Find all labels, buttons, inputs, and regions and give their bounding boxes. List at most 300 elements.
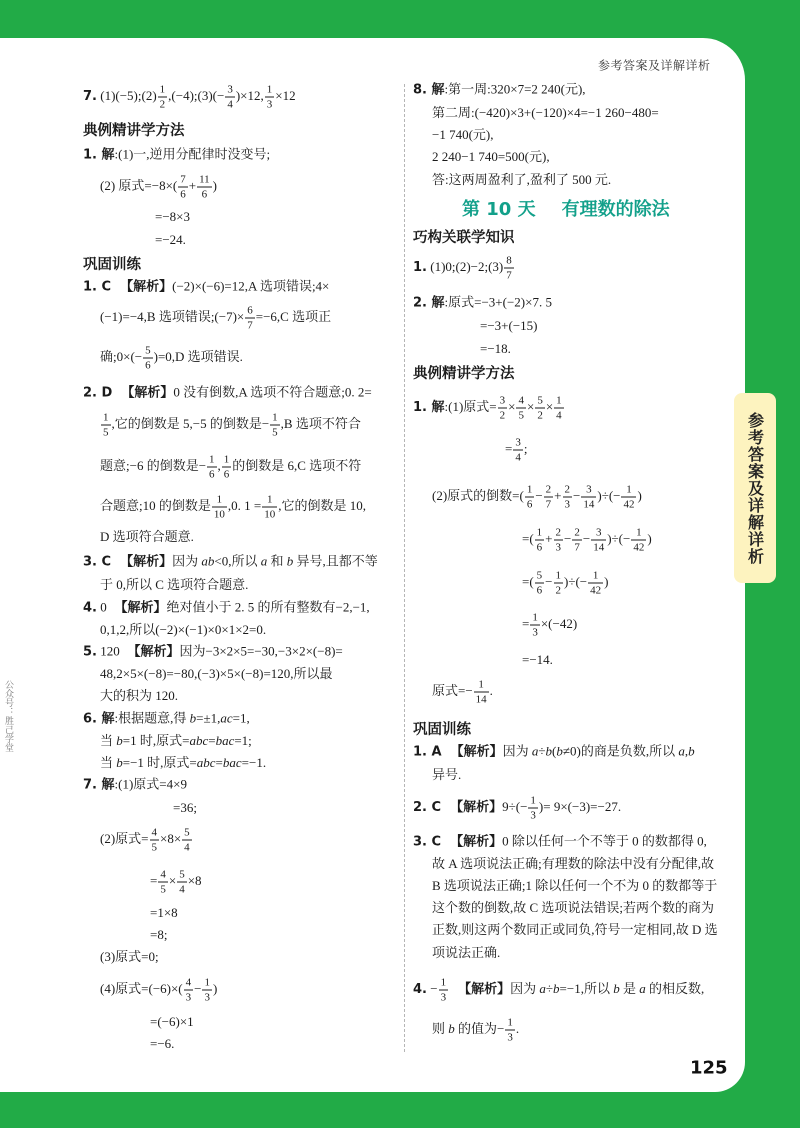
- bold-label: 4.: [83, 600, 97, 616]
- answer-line: [413, 255, 515, 282]
- text-run: 因为: [172, 553, 202, 569]
- math-variable: a: [531, 743, 539, 759]
- fraction: [591, 527, 606, 554]
- answer-line: [432, 1017, 519, 1044]
- fraction: [498, 395, 508, 422]
- fraction-numerator: 2: [545, 483, 552, 496]
- text-run: .: [489, 682, 493, 698]
- text-run: 48,2×5×(−8)=−80,(−3)×5×(−8)=120,所以最: [100, 666, 333, 681]
- text-run: ×: [508, 398, 516, 414]
- fraction-denominator: 42: [623, 498, 635, 511]
- text-run: 120: [96, 643, 123, 659]
- text-run: 0 除以任何一个不等于 0 的数都得 0,: [502, 833, 707, 849]
- fraction-numerator: 2: [555, 526, 562, 539]
- text-run: (−2)×(−6)=12,A 选项错误;4×: [172, 278, 330, 294]
- fraction-numerator: 1: [272, 411, 278, 424]
- math-variable: b: [116, 733, 123, 748]
- text-run: )= 9×(−3)=−27.: [538, 798, 622, 814]
- text-run: ÷: [538, 743, 546, 759]
- text-run: 2 240−1 740=500(元),: [432, 149, 550, 164]
- fraction: [535, 395, 545, 422]
- fraction-numerator: 8: [506, 254, 512, 267]
- bold-label: 解: [96, 777, 115, 793]
- text-run: D 选项符合题意.: [100, 529, 194, 544]
- bold-label: C: [426, 799, 442, 815]
- math-variable: a: [639, 980, 646, 996]
- fraction: [563, 484, 573, 511]
- text-run: =−14.: [522, 652, 553, 667]
- fraction-denominator: 4: [556, 409, 562, 422]
- text-run: ): [647, 530, 652, 546]
- text-run: =1,: [232, 710, 250, 726]
- fraction: [525, 484, 535, 511]
- text-run: −: [535, 487, 543, 503]
- text-run: )=0,D 选项错误.: [153, 348, 243, 364]
- fraction-numerator: 1: [474, 679, 489, 693]
- fraction-numerator: 1: [103, 411, 109, 424]
- math-variable: a: [539, 980, 546, 996]
- fraction-denominator: 14: [583, 498, 595, 511]
- text-run: 因为: [502, 743, 532, 759]
- answer-line: [413, 795, 621, 822]
- lesson-title: [462, 195, 670, 221]
- fraction-numerator: 4: [185, 976, 192, 989]
- text-run: 题意;−6 的倒数是−: [100, 457, 207, 473]
- math-variable: ac: [220, 710, 233, 726]
- bold-label: 解: [426, 82, 445, 98]
- fraction-numerator: 5: [179, 868, 185, 881]
- answer-line: [432, 877, 717, 895]
- text-run: −1 740(元),: [432, 127, 494, 142]
- text-run: ×8×: [160, 830, 182, 846]
- text-run: ,0. 1 =: [227, 497, 262, 513]
- answer-line: [413, 743, 695, 762]
- watermark: 公众号：胜己学堂: [3, 680, 13, 752]
- fraction-denominator: 3: [185, 991, 192, 1004]
- text-run: (2)原式=: [100, 830, 149, 846]
- text-run: )÷(−: [564, 573, 588, 589]
- bold-label: 2.: [413, 799, 427, 815]
- fraction-numerator: 6: [247, 304, 253, 317]
- text-run: =: [215, 755, 223, 770]
- answer-line: [432, 679, 493, 706]
- text-run: 0: [96, 599, 110, 615]
- fraction-numerator: 3: [581, 484, 596, 498]
- text-run: ≠0)的商是负数,所以: [562, 743, 679, 759]
- fraction-denominator: 4: [515, 451, 521, 464]
- text-run: (4)原式=(−6)×(: [100, 980, 183, 996]
- math-variable: abc: [189, 733, 209, 748]
- text-run: 0 没有倒数,A 选项不符合题意;0. 2=: [173, 384, 372, 400]
- bold-label: 【解析】: [441, 799, 503, 815]
- fraction-denominator: 7: [574, 541, 580, 554]
- fraction-numerator: 3: [515, 436, 521, 449]
- fraction: [528, 795, 538, 822]
- answer-line: [480, 317, 537, 335]
- fraction-numerator: 1: [530, 794, 536, 807]
- bold-label: 7.: [83, 88, 97, 104]
- fraction-numerator: 4: [151, 826, 157, 839]
- bold-label: 【解析】: [112, 385, 174, 401]
- fraction: [474, 679, 489, 706]
- fraction-numerator: 3: [227, 83, 233, 96]
- fraction: [554, 395, 564, 422]
- answer-line: [432, 766, 461, 784]
- text-run: =−8×3: [155, 209, 190, 224]
- fraction-denominator: 6: [536, 541, 543, 554]
- side-tab[interactable]: [734, 393, 776, 583]
- text-run: ×: [168, 872, 177, 888]
- text-run: 的倒数是 6,C 选项不符: [232, 457, 362, 473]
- fraction-denominator: 3: [204, 991, 210, 1004]
- fraction: [513, 437, 523, 464]
- fraction-numerator: 1: [440, 976, 447, 989]
- text-run: (3)原式=0;: [100, 949, 159, 964]
- text-run: −: [426, 980, 438, 996]
- fraction-numerator: 1: [507, 1016, 513, 1029]
- fraction-denominator: 5: [103, 426, 109, 439]
- text-run: ): [212, 177, 218, 193]
- heading-text: 典例精讲学方法: [83, 123, 185, 139]
- fraction-numerator: 1: [631, 527, 646, 541]
- math-variable: bac: [222, 755, 242, 770]
- text-run: (: [552, 743, 557, 759]
- answer-line: [432, 104, 659, 122]
- fraction-numerator: 1: [223, 453, 230, 466]
- bold-label: 1.: [83, 147, 97, 163]
- bold-label: 解: [426, 399, 445, 415]
- text-run: +: [545, 530, 553, 546]
- math-variable: b: [688, 743, 695, 759]
- math-variable: b: [556, 743, 563, 759]
- text-run: :根据题意,得: [114, 710, 190, 726]
- text-run: =36;: [173, 800, 197, 815]
- answer-line: [432, 921, 718, 939]
- text-run: 和: [267, 553, 287, 569]
- answer-line: [522, 527, 652, 554]
- side-tab-label: 参考答案及详解详析: [745, 411, 765, 565]
- bold-label: 1.: [413, 399, 427, 415]
- text-run: :(1)原式=4×9: [114, 776, 187, 792]
- fraction: [535, 570, 545, 597]
- text-run: 0,1,2,所以(−2)×(−1)×0×1×2=0.: [100, 622, 267, 637]
- text-run: :(1)原式=: [444, 398, 497, 414]
- fraction: [516, 395, 526, 422]
- text-run: (1)(−5);(2): [96, 87, 157, 103]
- text-run: (2)原式的倒数=(: [432, 487, 524, 503]
- answer-line: [505, 437, 527, 464]
- fraction-denominator: 42: [633, 541, 645, 554]
- fraction-denominator: 6: [209, 468, 215, 481]
- running-header: 参考答案及详解详析: [598, 58, 711, 73]
- fraction-numerator: 5: [184, 826, 190, 839]
- text-run: .: [515, 1020, 520, 1036]
- bold-label: 2.: [83, 385, 97, 401]
- fraction-numerator: 5: [145, 344, 151, 357]
- fraction-denominator: 3: [507, 1031, 513, 1044]
- text-run: =1×8: [150, 905, 178, 920]
- fraction-denominator: 6: [201, 188, 208, 201]
- heading-text: 巩固训练: [83, 257, 141, 273]
- bold-label: C: [426, 834, 442, 850]
- text-run: <0,所以: [214, 553, 261, 569]
- text-run: −: [194, 980, 202, 996]
- bold-label: 2.: [413, 295, 427, 311]
- bold-label: 1.: [83, 279, 97, 295]
- text-run: =(−6)×1: [150, 1014, 194, 1029]
- fraction: [504, 255, 514, 282]
- math-variable: b: [116, 755, 123, 770]
- fraction-denominator: 6: [145, 359, 151, 372]
- fraction-numerator: 1: [588, 570, 603, 584]
- answer-line: [413, 81, 586, 100]
- fraction-denominator: 3: [555, 541, 562, 554]
- bold-label: 【解析】: [122, 644, 180, 660]
- text-run: 因为−3×2×5=−30,−3×2×(−8)=: [179, 643, 343, 659]
- text-run: B 选项说法正确;1 除以任何一个不为 0 的数都等于: [432, 878, 718, 893]
- text-run: 故 A 选项说法正确;有理数的除法中没有分配律,故: [432, 856, 715, 871]
- fraction-numerator: 1: [526, 483, 533, 496]
- text-run: 的值为−: [454, 1020, 505, 1036]
- bold-label: 6.: [83, 711, 97, 727]
- text-run: 则: [432, 1020, 449, 1036]
- fraction-numerator: 3: [499, 394, 506, 407]
- bold-label: 解: [96, 711, 115, 727]
- text-run: )÷(−: [607, 530, 631, 546]
- fraction-numerator: 5: [536, 569, 543, 582]
- bold-label: C: [96, 279, 112, 295]
- fraction-denominator: 4: [227, 98, 233, 111]
- answer-line: [432, 855, 714, 873]
- fraction: [505, 1017, 515, 1044]
- answer-line: [432, 944, 500, 962]
- fraction: [572, 527, 582, 554]
- fraction-numerator: 3: [591, 527, 606, 541]
- text-run: 原式=−: [432, 682, 473, 698]
- text-run: 第二周:(−420)×3+(−120)×4=−1 260−480=: [432, 105, 659, 120]
- fraction-numerator: 1: [212, 494, 227, 508]
- fraction-denominator: 5: [272, 426, 278, 439]
- bold-label: 【解析】: [449, 981, 511, 997]
- fraction-numerator: 1: [209, 453, 215, 466]
- math-variable: a: [678, 743, 685, 759]
- text-run: 9÷(−: [502, 798, 528, 814]
- section-heading: [413, 365, 515, 383]
- fraction: [439, 977, 449, 1004]
- bold-label: 【解析】: [109, 600, 167, 616]
- fraction-denominator: 3: [530, 809, 536, 822]
- text-run: ,它的倒数是 5,−5 的倒数是−: [111, 415, 270, 431]
- bold-label: D: [96, 385, 113, 401]
- fraction: [588, 570, 603, 597]
- text-run: ,B 选项不符合: [280, 415, 361, 431]
- fraction-numerator: 5: [537, 394, 543, 407]
- fraction-denominator: 3: [266, 98, 273, 111]
- text-run: =−1,所以: [559, 980, 614, 996]
- fraction-numerator: 1: [262, 494, 277, 508]
- text-run: 合题意;10 的倒数是: [100, 497, 211, 513]
- fraction-denominator: 7: [506, 269, 512, 282]
- math-variable: b: [545, 743, 553, 759]
- fraction-numerator: 1: [536, 526, 543, 539]
- text-run: 项说法正确.: [432, 945, 501, 960]
- text-run: 当: [100, 755, 117, 770]
- fraction-denominator: 6: [536, 584, 543, 597]
- text-run: ×12: [275, 87, 296, 103]
- math-variable: b: [189, 710, 197, 726]
- text-run: ,它的倒数是 10,: [278, 497, 366, 513]
- answer-line: [480, 340, 511, 358]
- bold-label: 【解析】: [441, 834, 503, 850]
- fraction-denominator: 4: [179, 883, 185, 896]
- fraction-numerator: 1: [204, 976, 210, 989]
- text-run: ): [212, 980, 218, 996]
- text-run: )×12,: [235, 87, 264, 103]
- text-run: (2) 原式=−8×(: [100, 177, 178, 193]
- fraction: [554, 570, 564, 597]
- heading-text: 巧构关联学知识: [413, 230, 515, 246]
- answer-line: [522, 612, 577, 639]
- text-run: ,: [217, 457, 221, 473]
- heading-text: 巩固训练: [413, 722, 471, 738]
- text-run: 是: [619, 980, 640, 996]
- fraction-denominator: 6: [526, 498, 533, 511]
- fraction-denominator: 3: [564, 498, 571, 511]
- fraction-numerator: 2: [574, 526, 580, 539]
- fraction-denominator: 7: [247, 319, 253, 332]
- fraction-numerator: 1: [555, 569, 562, 582]
- text-run: ×: [526, 398, 535, 414]
- fraction-denominator: 2: [159, 98, 166, 111]
- bold-label: 1.: [413, 744, 427, 760]
- text-run: =−6.: [150, 1036, 175, 1051]
- fraction-denominator: 5: [518, 409, 524, 422]
- text-run: 正数,则这两个数同正或同负,符号一定相同,故 D 选: [432, 922, 718, 937]
- text-run: 异号.: [432, 767, 462, 782]
- math-variable: b: [448, 1020, 455, 1036]
- text-run: =(: [522, 573, 534, 589]
- text-run: (1)0;(2)−2;(3): [426, 258, 504, 274]
- fraction-numerator: 11: [199, 173, 210, 186]
- fraction-numerator: 2: [564, 483, 571, 496]
- fraction: [530, 612, 540, 639]
- text-run: +: [188, 177, 197, 193]
- bold-label: 7.: [83, 777, 97, 793]
- text-run: =−3+(−15): [480, 318, 538, 333]
- text-run: ): [637, 487, 642, 503]
- text-run: 于 0,所以 C 选项符合题意.: [100, 577, 249, 592]
- text-run: ×8: [187, 872, 202, 888]
- math-variable: abc: [196, 755, 216, 770]
- text-run: =(: [522, 530, 534, 546]
- text-run: 绝对值小于 2. 5 的所有整数有−2,−1,: [166, 599, 370, 615]
- fraction-numerator: 7: [180, 173, 186, 186]
- text-run: =±1,: [196, 710, 221, 726]
- text-run: =: [522, 615, 530, 631]
- bold-label: 3.: [83, 554, 97, 570]
- text-run: )÷(−: [597, 487, 621, 503]
- text-run: ×(−42): [540, 615, 578, 631]
- fraction: [535, 527, 545, 554]
- bold-label: 1.: [413, 259, 427, 275]
- text-run: =: [208, 733, 216, 748]
- answer-line: [432, 126, 494, 144]
- math-variable: bac: [215, 733, 235, 748]
- text-run: ÷: [545, 980, 554, 996]
- text-run: 大的积为 120.: [100, 688, 179, 703]
- answer-line: [413, 833, 707, 852]
- text-run: =1;: [234, 733, 252, 748]
- answer-line: [522, 570, 608, 597]
- lesson-day: 第 10 天: [462, 199, 536, 220]
- text-run: −: [545, 573, 553, 589]
- heading-text: 典例精讲学方法: [413, 366, 515, 382]
- text-run: ,(−4);(3)(−: [168, 87, 225, 103]
- fraction-denominator: 2: [555, 584, 562, 597]
- text-run: 这个数的倒数,故 C 选项说法错误;若两个数的商为: [432, 900, 715, 915]
- text-run: −: [573, 487, 581, 503]
- math-variable: b: [286, 553, 294, 569]
- bold-label: 8.: [413, 82, 427, 98]
- math-variable: b: [613, 980, 620, 996]
- answer-line: [432, 148, 550, 166]
- math-variable: b: [553, 980, 560, 996]
- fraction-numerator: 4: [160, 868, 166, 881]
- lesson-name: 有理数的除法: [561, 199, 670, 220]
- bold-label: 5.: [83, 644, 97, 660]
- bold-label: 解: [426, 295, 445, 311]
- bold-label: 【解析】: [111, 279, 173, 295]
- text-run: =−6,C 选项正: [255, 308, 332, 324]
- text-run: 当: [100, 733, 117, 748]
- fraction-denominator: 5: [160, 883, 166, 896]
- bold-label: 3.: [413, 834, 427, 850]
- text-run: −: [564, 530, 572, 546]
- text-run: =1 时,原式=: [122, 733, 190, 748]
- fraction-numerator: 1: [621, 484, 636, 498]
- text-run: =: [150, 872, 158, 888]
- fraction-denominator: 10: [213, 508, 225, 521]
- answer-line: [413, 977, 704, 1004]
- fraction-numerator: 1: [532, 611, 538, 624]
- text-run: :第一周:320×7=2 240(元),: [444, 81, 586, 97]
- bold-label: A: [426, 744, 442, 760]
- text-run: ): [604, 573, 609, 589]
- text-run: =: [505, 440, 513, 456]
- fraction-denominator: 3: [532, 626, 538, 639]
- math-variable: ab: [201, 553, 215, 569]
- bold-label: 解: [96, 147, 115, 163]
- fraction-denominator: 2: [499, 409, 506, 422]
- fraction: [544, 484, 554, 511]
- text-run: 答:这两周盈利了,盈利了 500 元.: [432, 172, 612, 187]
- fraction-denominator: 10: [264, 508, 276, 521]
- fraction-denominator: 5: [151, 841, 157, 854]
- bold-label: 【解析】: [441, 744, 503, 760]
- text-run: :原式=−3+(−2)×7. 5: [444, 294, 552, 310]
- text-run: =−24.: [155, 232, 186, 247]
- bold-label: 【解析】: [111, 554, 173, 570]
- fraction-denominator: 14: [593, 541, 605, 554]
- text-run: =−1 时,原式=: [122, 755, 197, 770]
- fraction-numerator: 1: [556, 394, 562, 407]
- bold-label: C: [96, 554, 112, 570]
- text-run: ;: [523, 440, 528, 456]
- fraction-denominator: 14: [475, 693, 487, 706]
- answer-line: [432, 484, 642, 511]
- fraction-numerator: 4: [518, 394, 524, 407]
- answer-line: [413, 395, 565, 422]
